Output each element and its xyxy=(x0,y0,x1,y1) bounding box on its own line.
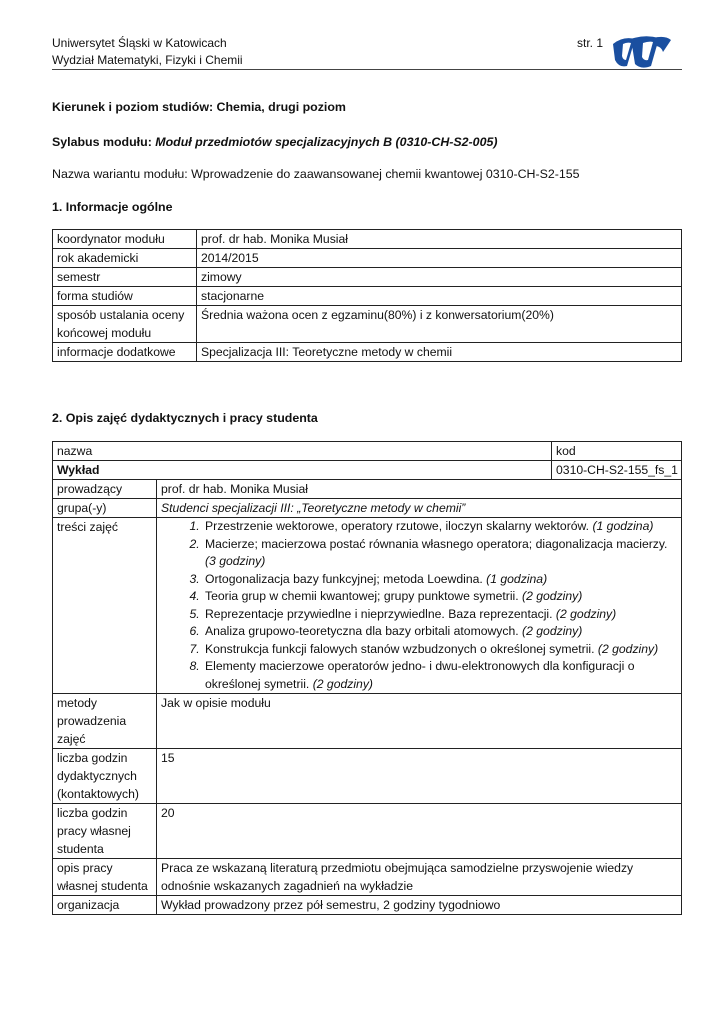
course-code: 0310-CH-S2-155_fs_1 xyxy=(552,461,682,480)
table-row xyxy=(53,306,682,343)
list-item xyxy=(203,518,678,536)
course-description-table xyxy=(52,441,682,915)
table-row xyxy=(53,461,682,480)
university-name: Uniwersytet Śląski w Katowicach xyxy=(52,36,227,50)
table-row xyxy=(53,480,682,499)
syllabus-line xyxy=(52,134,497,151)
lecturer-value: prof. dr hab. Monika Musiał xyxy=(157,480,682,499)
row-key: metody prowadzenia zajęć xyxy=(53,694,157,749)
topic-hours: (2 godziny) xyxy=(522,624,583,638)
general-info-table xyxy=(52,229,682,362)
topic-text: Reprezentacje przywiedlne i nieprzywiedlne. Baza reprezentacji. xyxy=(205,606,553,621)
topic-hours: (2 godziny) xyxy=(522,589,583,603)
self-hours-value: 20 xyxy=(157,804,682,859)
row-key: grupa(-y) xyxy=(53,499,157,518)
row-value: prof. dr hab. Monika Musiał xyxy=(197,230,682,249)
list-item xyxy=(203,536,678,571)
topic-text: Analiza grupowo-teoretyczna dla bazy orbitali atomowych. xyxy=(205,624,519,638)
list-item xyxy=(203,606,678,624)
topics-list xyxy=(161,518,678,693)
list-item xyxy=(203,571,678,589)
row-value: 2014/2015 xyxy=(197,249,682,268)
page-header xyxy=(52,35,243,69)
row-value: Specjalizacja III: Teoretyczne metody w chemii xyxy=(197,343,682,362)
row-key: liczba godzin pracy własnej studenta xyxy=(53,804,157,859)
table-row xyxy=(53,249,682,268)
code-header: kod xyxy=(552,442,682,461)
row-key: liczba godzin dydaktycznych (kontaktowych) xyxy=(53,749,157,804)
topic-hours: (1 godzina) xyxy=(592,519,654,533)
topic-hours: (1 godzina) xyxy=(486,571,548,586)
methods-value: Jak w opisie modułu xyxy=(157,694,682,749)
topic-text: Konstrukcja funkcji falowych stanów wzbudzonych o określonej symetrii. xyxy=(205,641,595,656)
list-item xyxy=(203,588,678,606)
program-label: Kierunek i poziom studiów: xyxy=(52,100,217,114)
name-header: nazwa xyxy=(53,442,552,461)
syllabus-value: Moduł przedmiotów specjalizacyjnych B (0310-CH-S2-005) xyxy=(155,135,498,149)
topic-text: Przestrzenie wektorowe, operatory rzutowe, iloczyn skalarny wektorów. xyxy=(205,519,590,533)
row-key: informacje dodatkowe xyxy=(53,343,197,362)
variant-line: Nazwa wariantu modułu: Wprowadzenie do zaawansowanej chemii kwantowej 0310-CH-S2-155 xyxy=(52,167,580,181)
table-row xyxy=(53,859,682,896)
table-row xyxy=(53,442,682,461)
row-key: semestr xyxy=(53,268,197,287)
syllabus-label: Sylabus modułu: xyxy=(52,135,156,149)
table-row xyxy=(53,804,682,859)
group-value: Studenci specjalizacji III: „Teoretyczne metody w chemii” xyxy=(157,499,682,518)
page-number: str. 1 xyxy=(577,36,604,50)
topics-cell xyxy=(157,518,682,694)
row-value: stacjonarne xyxy=(197,287,682,306)
topic-hours: (2 godziny) xyxy=(597,641,659,656)
self-work-value: Praca ze wskazaną literaturą przedmiotu obejmująca samodzielne przyswojenie wiedzy odnośnie wskazanych zagadnień na wykładzie xyxy=(157,859,682,896)
row-key: treści zajęć xyxy=(53,518,157,694)
row-key: sposób ustalania oceny końcowej modułu xyxy=(53,306,197,343)
table-row xyxy=(53,287,682,306)
section2-title: 2. Opis zajęć dydaktycznych i pracy studenta xyxy=(52,411,318,425)
topic-text: Ortogonalizacja bazy funkcyjnej; metoda Loewdina. xyxy=(205,571,483,586)
faculty-name: Wydział Matematyki, Fizyki i Chemii xyxy=(52,53,243,67)
program-line xyxy=(52,99,346,116)
table-row xyxy=(53,749,682,804)
table-row xyxy=(53,896,682,915)
contact-hours-value: 15 xyxy=(157,749,682,804)
university-logo-icon xyxy=(609,30,673,72)
topic-hours: (3 godziny) xyxy=(205,554,266,568)
row-key: opis pracy własnej studenta xyxy=(53,859,157,896)
table-row xyxy=(53,268,682,287)
topic-hours: (2 godziny) xyxy=(555,606,617,621)
row-key: koordynator modułu xyxy=(53,230,197,249)
table-row xyxy=(53,694,682,749)
row-key: rok akademicki xyxy=(53,249,197,268)
header-divider xyxy=(52,69,682,70)
program-value: Chemia, drugi poziom xyxy=(216,100,346,114)
table-row xyxy=(53,499,682,518)
row-key: forma studiów xyxy=(53,287,197,306)
row-value: Średnia ważona ocen z egzaminu(80%) i z konwersatorium(20%) xyxy=(197,306,682,343)
topic-text: Macierze; macierzowa postać równania własnego operatora; diagonalizacja macierzy. xyxy=(205,536,668,551)
list-item xyxy=(203,623,678,641)
table-row xyxy=(53,343,682,362)
organization-value: Wykład prowadzony przez pół semestru, 2 godziny tygodniowo xyxy=(157,896,682,915)
course-name: Wykład xyxy=(53,461,552,480)
section1-title: 1. Informacje ogólne xyxy=(52,200,173,214)
topic-hours: (2 godziny) xyxy=(312,676,373,691)
row-key: organizacja xyxy=(53,896,157,915)
row-value: zimowy xyxy=(197,268,682,287)
table-row xyxy=(53,518,682,694)
list-item xyxy=(203,658,678,693)
topic-text: Elementy macierzowe operatorów jedno- i dwu-elektronowych dla konfiguracji o określonej symetrii. xyxy=(205,659,635,691)
row-key: prowadzący xyxy=(53,480,157,499)
topic-text: Teoria grup w chemii kwantowej; grupy punktowe symetrii. xyxy=(205,589,519,603)
list-item xyxy=(203,641,678,659)
table-row xyxy=(53,230,682,249)
